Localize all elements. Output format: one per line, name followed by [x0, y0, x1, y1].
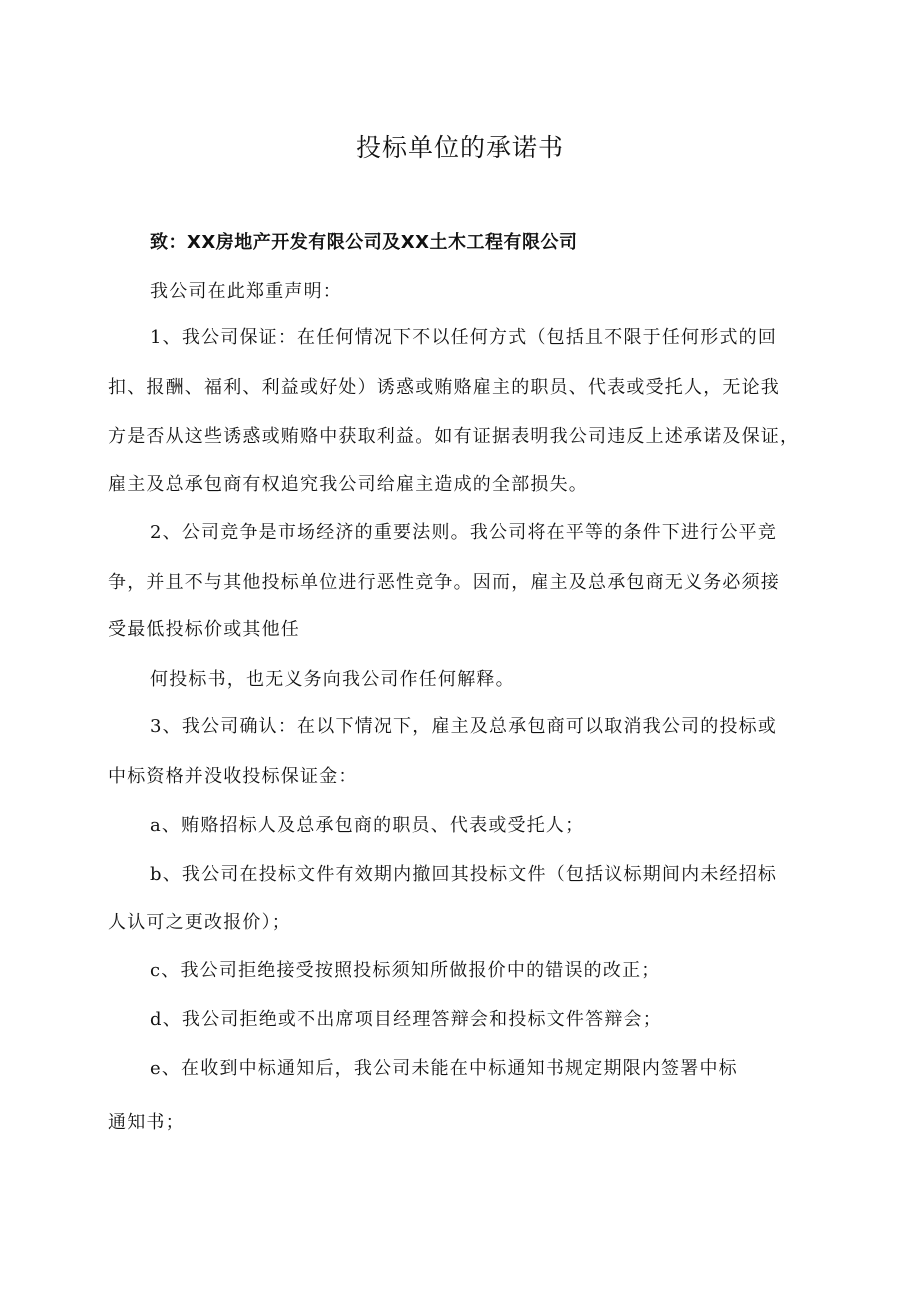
clause-1-line-4: 雇主及总承包商有权追究我公司给雇主造成的全部损失。	[108, 474, 588, 495]
clause-2-line-3: 受最低投标价或其他任	[108, 619, 300, 640]
item-d: d、我公司拒绝或不出席项目经理答辩会和投标文件答辩会；	[150, 1009, 662, 1030]
item-e-line-2: 通知书；	[108, 1112, 185, 1133]
clause-2-line-1: 2、公司竞争是市场经济的重要法则。我公司将在平等的条件下进行公平竞	[150, 522, 778, 543]
clause-2-line-4: 何投标书，也无义务向我公司作任何解释。	[150, 669, 515, 690]
clause-2-line-2: 争，并且不与其他投标单位进行恶性竞争。因而，雇主及总承包商无义务必须接	[108, 572, 780, 593]
clause-3-line-1: 3、我公司确认：在以下情况下，雇主及总承包商可以取消我公司的投标或	[150, 716, 778, 737]
item-c: c、我公司拒绝接受按照投标须知所做报价中的错误的改正；	[150, 960, 661, 981]
item-b-line-2: 人认可之更改报价）；	[108, 912, 291, 933]
clause-1-line-2: 扣、报酬、福利、利益或好处）诱惑或贿赂雇主的职员、代表或受托人，无论我	[108, 377, 780, 398]
item-a: a、贿赂招标人及总承包商的职员、代表或受托人；	[150, 815, 585, 836]
item-b-line-1: b、我公司在投标文件有效期内撤回其投标文件（包括议标期间内未经招标	[150, 864, 778, 885]
salutation: 致：XX房地产开发有限公司及XX土木工程有限公司	[150, 232, 578, 253]
item-e-line-1: e、在收到中标通知后，我公司未能在中标通知书规定期限内签署中标	[150, 1058, 738, 1079]
clause-1-line-1: 1、我公司保证：在任何情况下不以任何方式（包括且不限于任何形式的回	[150, 327, 778, 348]
clause-3-line-2: 中标资格并没收投标保证金：	[108, 766, 358, 787]
declaration-intro: 我公司在此郑重声明：	[150, 281, 342, 302]
clause-1-line-3: 方是否从这些诱惑或贿赂中获取利益。如有证据表明我公司违反上述承诺及保证，	[108, 426, 800, 447]
document-title: 投标单位的承诺书	[355, 133, 564, 162]
